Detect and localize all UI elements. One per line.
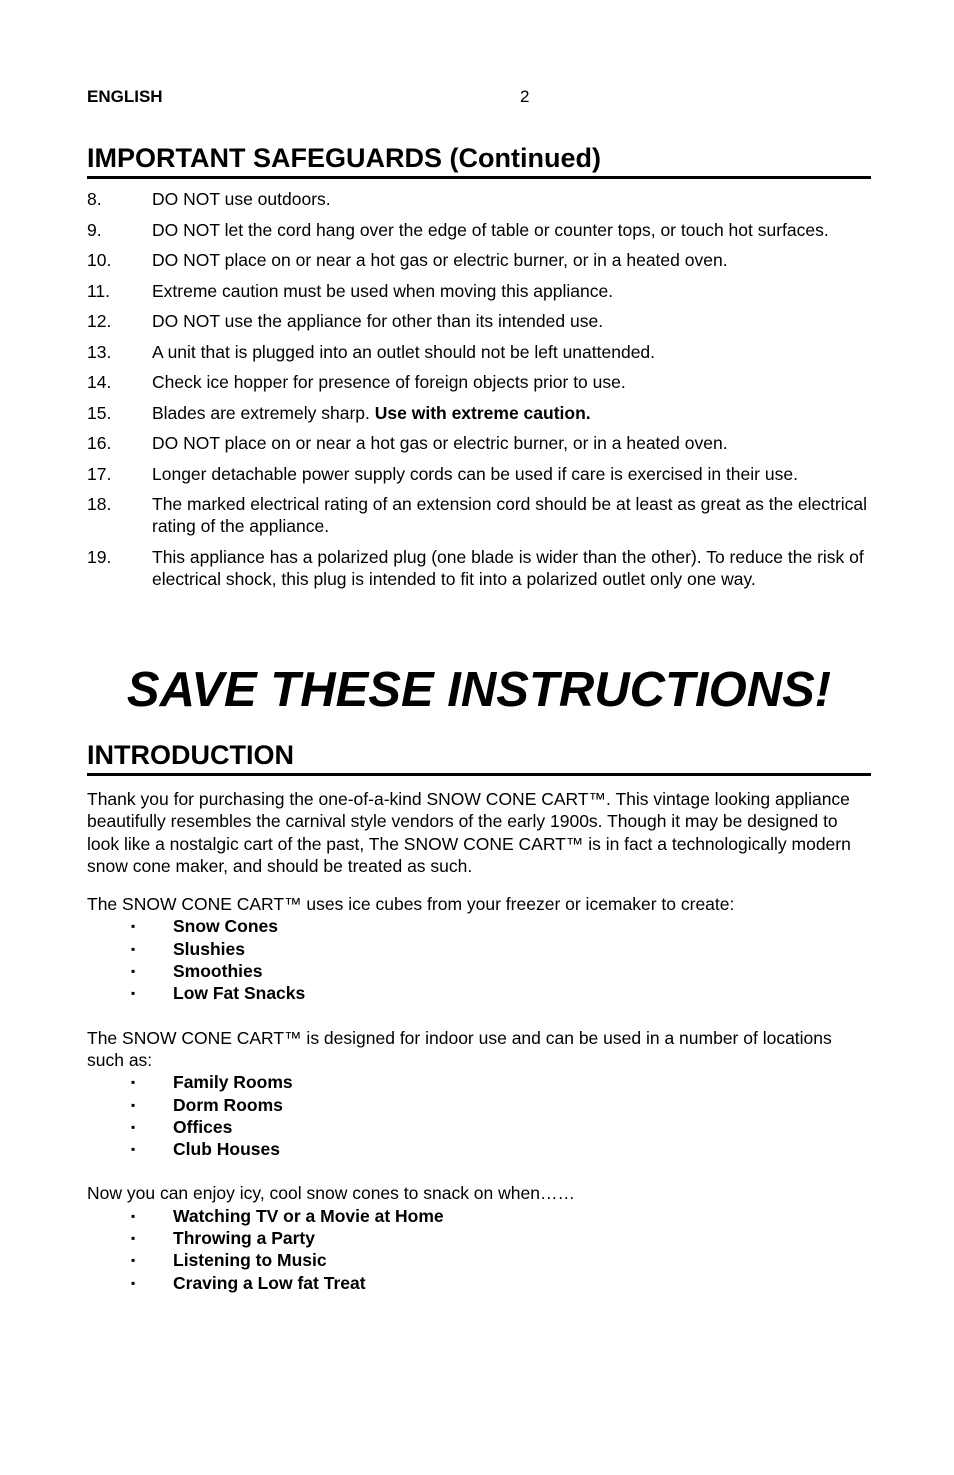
bullet-icon: ▪ [131, 919, 136, 934]
safeguard-number: 8. [87, 189, 102, 209]
safeguard-text: A unit that is plugged into an outlet should not be left unattended. [152, 341, 656, 362]
bullet-icon: ▪ [131, 941, 136, 956]
bullet-item [87, 1071, 871, 1093]
bullet-icon: ▪ [131, 964, 136, 979]
safeguard-item [87, 310, 871, 332]
safeguard-item [87, 402, 871, 424]
safeguard-number: 12. [87, 311, 112, 331]
safeguard-text: DO NOT use outdoors. [152, 189, 331, 209]
bullet-text: Offices [173, 1116, 233, 1137]
bullet-icon: ▪ [131, 1275, 136, 1290]
safeguard-text: Longer detachable power supply cords can be used if care is exercised in their use. [152, 463, 798, 484]
bullet-item [87, 1094, 871, 1116]
bullet-icon: ▪ [131, 1075, 136, 1090]
safeguard-text: Extreme caution must be used when moving this appliance. [152, 280, 614, 301]
bullet-item [87, 1138, 871, 1160]
intro-paragraph: Now you can enjoy icy, cool snow cones to snack on when…… [87, 1183, 575, 1204]
safeguard-number: 18. [87, 494, 112, 514]
safeguard-item [87, 463, 871, 485]
occasions-list [87, 1205, 871, 1294]
safeguard-number: 11. [87, 280, 111, 301]
bullet-item [87, 938, 871, 960]
page-header [87, 87, 871, 109]
intro-paragraph: The SNOW CONE CART™ is designed for indoor use and can be used in a number of locations such as: [87, 1027, 832, 1070]
safeguards-list [87, 188, 871, 598]
bullet-item [87, 1116, 871, 1138]
safeguard-item [87, 188, 871, 210]
bullet-icon: ▪ [131, 1142, 136, 1157]
safeguard-emphasis: Use with extreme caution. [374, 402, 591, 423]
bullet-text: Dorm Rooms [173, 1094, 283, 1115]
bullet-text: Snow Cones [173, 916, 279, 937]
intro-paragraph: The SNOW CONE CART™ uses ice cubes from your freezer or icemaker to create: [87, 894, 735, 915]
bullet-icon: ▪ [131, 1253, 136, 1268]
bullet-icon: ▪ [131, 986, 136, 1001]
safeguard-number: 10. [87, 250, 112, 270]
safeguard-number: 14. [87, 372, 112, 392]
bullet-text: Club Houses [173, 1139, 280, 1160]
bullet-text: Family Rooms [173, 1072, 293, 1093]
safeguard-item [87, 371, 871, 393]
safeguard-text: Check ice hopper for presence of foreign objects prior to use. [152, 372, 626, 392]
safeguard-number: 15. [87, 402, 112, 423]
safeguard-number: 16. [87, 433, 112, 453]
safeguard-item [87, 546, 871, 590]
introduction-heading: INTRODUCTION [87, 739, 871, 776]
safeguard-item [87, 219, 871, 241]
safeguard-item [87, 249, 871, 271]
safeguard-text: DO NOT place on or near a hot gas or electric burner, or in a heated oven. [152, 250, 728, 270]
bullet-text: Slushies [173, 938, 245, 959]
bullet-item [87, 960, 871, 982]
bullet-item [87, 915, 871, 937]
safeguard-item [87, 432, 871, 454]
bullet-item [87, 1205, 871, 1227]
safeguard-text: Blades are extremely sharp. [152, 402, 375, 423]
bullet-icon: ▪ [131, 1231, 136, 1246]
bullet-text: Throwing a Party [173, 1228, 315, 1249]
uses-list [87, 915, 871, 1004]
page-number: 2 [520, 87, 530, 106]
safeguard-number: 19. [87, 546, 112, 567]
intro-paragraph: Thank you for purchasing the one-of-a-kind SNOW CONE CART™. This vintage looking appliance beautifully resembles the carnival style vendors of the early 1900s. Though it may be designed to look like a nostalgic cart of the past, The SNOW CONE CART™ is in fact a technologically modern snow cone maker, and should be treated as such. [87, 789, 851, 876]
bullet-item [87, 1249, 871, 1271]
locations-list [87, 1071, 871, 1160]
bullet-item [87, 1272, 871, 1294]
safeguard-number: 13. [87, 341, 112, 362]
safeguard-text: This appliance has a polarized plug (one blade is wider than the other). To reduce the risk of electrical shock, this plug is intended to fit into a polarized outlet only one way. [152, 546, 864, 589]
safeguard-text: DO NOT let the cord hang over the edge of table or counter tops, or touch hot surfaces. [152, 219, 829, 240]
bullet-item [87, 982, 871, 1004]
safeguards-heading: IMPORTANT SAFEGUARDS (Continued) [87, 142, 871, 179]
bullet-text: Listening to Music [173, 1250, 327, 1271]
safeguard-text: DO NOT place on or near a hot gas or electric burner, or in a heated oven. [152, 433, 728, 453]
safeguard-text: DO NOT use the appliance for other than its intended use. [152, 311, 604, 331]
bullet-text: Low Fat Snacks [173, 983, 306, 1004]
introduction-body [87, 788, 871, 1294]
safeguard-number: 17. [87, 463, 112, 484]
language-label: ENGLISH [87, 87, 163, 106]
bullet-icon: ▪ [131, 1119, 136, 1134]
safeguard-item [87, 341, 871, 363]
bullet-text: Smoothies [173, 961, 263, 982]
safeguard-text: The marked electrical rating of an extension cord should be at least as great as the electrical rating of the appliance. [152, 494, 867, 536]
safeguard-item [87, 493, 871, 537]
safeguard-item [87, 280, 871, 302]
bullet-text: Craving a Low fat Treat [173, 1272, 366, 1293]
save-instructions-banner: SAVE THESE INSTRUCTIONS! [126, 663, 832, 717]
bullet-icon: ▪ [131, 1097, 136, 1112]
safeguard-number: 9. [87, 219, 102, 240]
bullet-icon: ▪ [131, 1208, 136, 1223]
bullet-text: Watching TV or a Movie at Home [173, 1205, 444, 1226]
bullet-item [87, 1227, 871, 1249]
